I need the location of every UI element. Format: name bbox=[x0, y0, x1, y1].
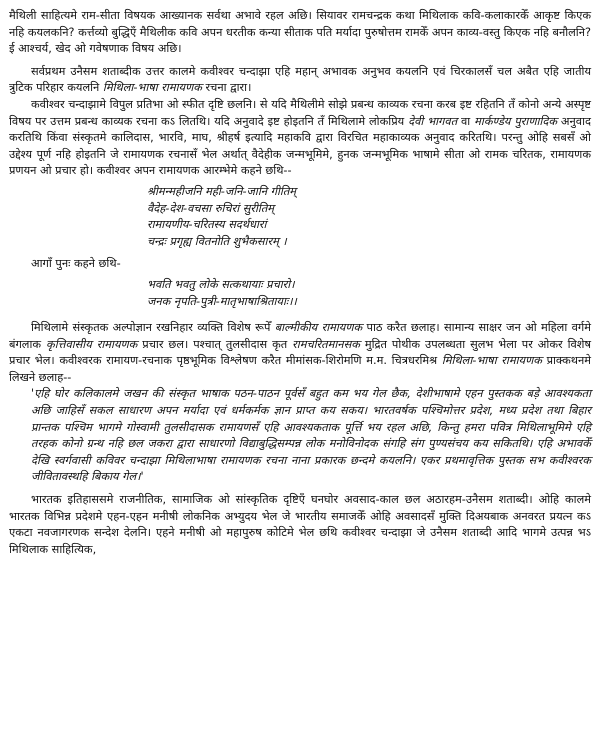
paragraph-text: पाठ करैत छलाह। सामान्य साक्षर जन ओ महिला वर्गमे बंगलाक bbox=[9, 321, 591, 351]
paragraph-text: कवीश्वर चन्दाझामे विपुल प्रतिभा ओ स्फीत दृष्टि छलनि। से यदि मैथिलीमे सोझे प्रबन्ध काव्यक रचना करब इष्ट रहितनि तँ कोनो अन्ये अस्पृष्ट विषय पर उत्तम प्रबन्ध काव्यक रचना कऽ लितथि। यदि अनुवादे इष्ट होइतनि तँ मिथिलामे लोकप्रिय bbox=[9, 97, 591, 128]
paragraph-kavishvar bbox=[9, 97, 591, 180]
paragraph-history: भारतक इतिहाससमे राजनीतिक, सामाजिक ओ सांस्कृतिक दृष्टिएँ घनघोर अवसाद-काल छल अठारहम-उनैसम शताब्दी। ओहि कालमे भारतक विभिन्न प्रदेशमे एहन-एहन मनीषी लोकनिक अभ्युदय भेल जे भारतीय समाजकेँ ओहि अवसादसँ मुक्ति दिअयबाक अनवरत प्रयत्न कऽ एकटा नवजागरणक सन्देश देलनि। एहने मनीषी ओ महापुरुष कोटिमे भेल छथि कवीश्वर चन्दाझा जे उनैसम शताब्दी आदि भागमे उत्पन्न भऽ मिथिलाक साहित्यिक, bbox=[9, 493, 591, 556]
paragraph-text: वा bbox=[457, 114, 475, 128]
work-title: रामचरितमानसक bbox=[292, 337, 360, 351]
work-title: कृत्तिवासीय रामायणक bbox=[46, 337, 138, 351]
work-title: देवी भागवत bbox=[408, 114, 458, 128]
work-title: मिथिला-भाषा रामायणक bbox=[102, 81, 202, 95]
paragraph-text: मुद्रित पोथीक उपलब्धता सुलभ भेला पर ओकर विशेष प्रचार भेल। कवीश्वरक रामायण-रचनाक पृष्ठभूमिक विश्लेषण करैत मीमांसक-शिरोमणि म.म. चित्रधरमिश्र bbox=[9, 337, 591, 368]
verse-line: जनक नृपति-पुत्री-मातृभाषाश्रितायाः।। bbox=[147, 294, 297, 308]
work-title: मिथिला-भाषा रामायणक bbox=[441, 354, 542, 368]
paragraph-chandajha bbox=[9, 64, 591, 97]
block-quote: 'एहि घोर कलिकालमे जखन की संस्कृत भाषाक पठन-पाठन पूर्वसँ बहुत कम भय गेल छैक, देशीभाषामे एहन पुस्तकक बड़े आवश्यकता अछि जाहिसँ सकल साधारण अपन मर्यादा एवं धर्मकर्मक ज्ञान प्राप्त कय सकय। भारतवर्षक पश्चिमोत्तर प्रदेश, मध्य प्रदेश तथा बिहार प्रान्तक पश्चिम भागमे गोस्वामी तुलसीदासक रामायणसँ एहि आवश्यकताक पूर्त्ति भय रहल अछि, किन्तु हमरा पवित्र मिथिलाभूमिमे एहि तरहक कोनो ग्रन्थ नहि छल जकरा द्वारा साधारणो विद्याबुद्धिसम्पन्न लोक मनोविनोदक संगहि संग पुण्यसंचय कय सकितथि। एहि अभावकेँ देखि स्वर्गवासी कविवर चन्दाझा मिथिलाभाषा रामायणक रचना नाना प्रकारक छन्दमे कयलनि। एकर प्रथमावृत्तिक पुस्तक सभ कवीश्वरक जीवितावस्थहि बिकाय गेल।' bbox=[31, 387, 591, 484]
work-title: मार्कण्डेय पुराणादिक bbox=[474, 114, 558, 128]
verse-line: रामायणीय-चरितस्य सदर्थधारां bbox=[147, 218, 267, 232]
verse-line: भवति भवतु लोके सत्कथायाः प्रचारो। bbox=[147, 277, 295, 291]
sanskrit-verse-1 bbox=[9, 184, 591, 250]
paragraph-text: प्राक्कथनमे लिखने छलाह-- bbox=[9, 354, 592, 384]
paragraph-intro: मैथिली साहित्यमे राम-सीता विषयक आख्यानक सर्वथा अभावे रहल अछि। सियावर रामचन्द्रक कथा मिथिलाक कवि-कलाकारकेँ आकृष्ट किएक नहि कयलकनि? कर्त्तव्यो बुद्धिएँ मैथिलीक कवि अपन धरतीक कन्या सीताक पति मर्यादा पुरुषोत्तम रामकेँ अपन काव्य-वस्तु किएक नहि बनौलनि? ई आश्चर्य, खेद ओ गवेषणाक विषय अछि। bbox=[9, 9, 591, 56]
paragraph-text: सर्वप्रथम उनैसम शताब्दीक उत्तर कालमे कवीश्वर चन्दाझा एहि महान् अभावक अनुभव कयलनि एवं चिरकालसँ चल अबैत एहि जातीय त्रुटिक परिहार कयलनि bbox=[9, 64, 591, 95]
paragraph-text: रचना द्वारा। bbox=[201, 81, 252, 95]
work-title: बाल्मीकीय रामायणक bbox=[274, 321, 363, 335]
paragraph-sanskrit-knowledge bbox=[9, 320, 591, 386]
verse-line: चन्द्रः प्रगृह्य वितनोति शुभैकसारम् । bbox=[147, 234, 287, 248]
paragraph-text: प्रचार छल। पश्चात् तुलसीदास कृत bbox=[137, 337, 293, 351]
paragraph-text: मिथिलामे संस्कृतक अल्पोज्ञान रखनिहार व्यक्ति विशेष रूपेँ bbox=[31, 321, 275, 335]
paragraph-aagan: आगाँ पुनः कहने छथि- bbox=[31, 257, 121, 271]
sanskrit-verse-2 bbox=[9, 277, 591, 310]
verse-line: श्रीमन्महीजनि मही-जनि-जानि गीतिम् bbox=[147, 184, 297, 198]
paragraph-text: अनुवाद करतिथि किंवा संस्कृतमे कालिदास, भारवि, माघ, श्रीहर्ष इत्यादि महाकवि द्वारा विरचित महाकाव्यक अनुवाद करितथि। परन्तु ओहि सबसँ ओ उद्देश्य पूर्ण नहि होइतनि जे रामायणक रचनासँ भेल अर्थात् वैदेहीक जन्मभूमिमे, हुनक जन्मभूमिक भाषामे सीता ओ रामक चरितक, रामायणक प्रणयन ओ प्रचार हो। कवीश्वर अपन रामायणक आरम्भेमे कहने छथि-- bbox=[9, 114, 592, 178]
verse-line: वैदेह-देश-वचसा रुचिरां सुरीतिम् bbox=[147, 201, 275, 215]
